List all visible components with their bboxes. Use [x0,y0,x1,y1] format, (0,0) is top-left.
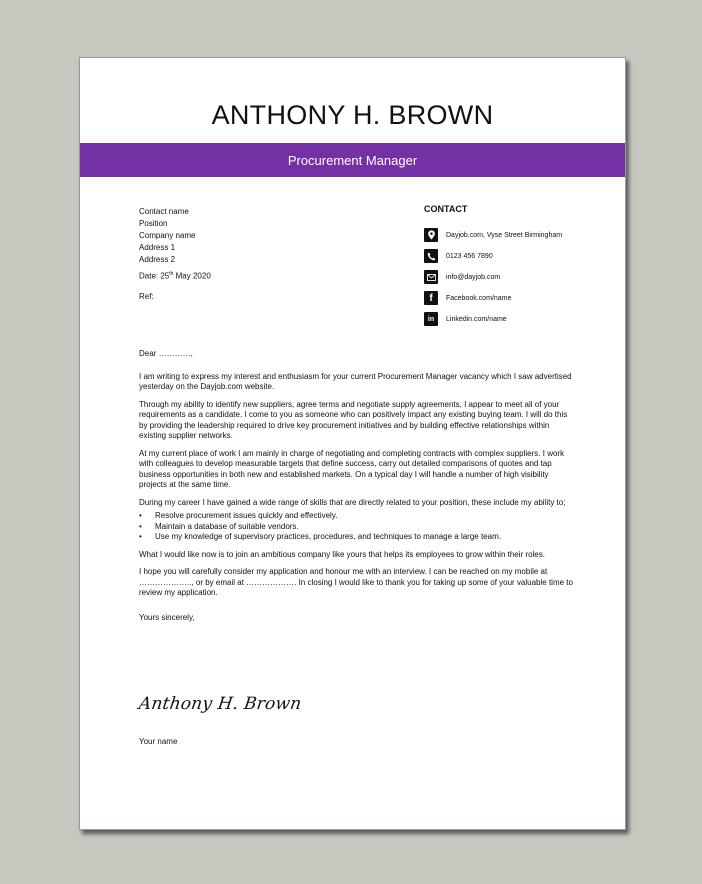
recipient-address-2: Address 2 [139,255,176,264]
paragraph-2: Through my ability to identify new suppliers, agree terms and negotiate supply agreements, I appear to meet all of your requirements as a candidate. I come to you as someone who can positively impact any existing buying team. I will do this by providing the leadership required to drive key procurement initiatives and by building effective relationships within existing supplier networks. [139,399,568,440]
your-name: Your name [139,737,178,746]
recipient-position: Position [139,219,168,228]
list-item: • Resolve procurement issues quickly and effectively. [155,511,573,522]
letter-ref: Ref: [139,292,154,301]
list-item: • Maintain a database of suitable vendors. [155,522,573,533]
contact-linkedin [424,312,507,326]
paragraph-1: I am writing to express my interest and enthusiasm for your current Procurement Manager vacancy which I saw advertised yesterday on the Dayjob.com website. [139,371,572,391]
job-title-banner [80,143,625,177]
recipient-company: Company name [139,231,196,240]
contact-phone [424,249,493,263]
contact-phone-text: 0123 456 7890 [446,252,493,260]
closing: Yours sincerely, [139,612,195,622]
email-icon [424,270,438,284]
recipient-address [139,206,195,266]
contact-email [424,270,500,284]
signature: Anthony H. Brown [137,694,303,714]
job-title: Procurement Manager [287,152,418,168]
location-icon [424,228,438,242]
paragraph-6: I hope you will carefully consider my application and honour me with an interview. I can be reached on my mobile at ……………….., or by email at ………………. In closing I would like to thank you for taking up some of your valuable time to review my application. [139,567,573,597]
phone-icon [424,249,438,263]
applicant-name: ANTHONY H. BROWN [211,100,494,130]
date-suffix: th [169,271,174,277]
contact-heading: CONTACT [424,204,468,214]
contact-address [424,228,562,242]
skills-list [139,511,573,543]
recipient-contact-name: Contact name [139,207,189,216]
recipient-address-1: Address 1 [139,243,176,252]
date-rest: May 2020 [173,271,211,281]
letter-date [139,271,211,281]
paragraph-5: What I would like now is to join an ambitious company like yours that helps its employees to grow within their roles. [139,549,545,559]
contact-facebook-text: Facebook.com/name [446,294,512,302]
cover-letter-page [79,57,626,830]
facebook-icon: f [424,291,438,305]
paragraph-3: At my current place of work I am mainly in charge of negotiating and completing contracts with complex suppliers. I work with colleagues to develop measurable targets that define success, carry out detailed comparisons of quotes and tap business opportunities in both new and established markets. On a typical day I will handle a number of high visibility projects at the same time. [139,448,565,489]
paragraph-4: During my career I have gained a wide range of skills that are directly related to your position, these include my ability to; [139,497,566,507]
linkedin-icon: in [424,312,438,326]
date-prefix: Date: 25 [139,271,170,281]
contact-facebook [424,291,511,305]
contact-address-text: Dayjob.com, Vyse Street Birmingham [446,231,563,239]
salutation: Dear …………, [139,349,193,358]
contact-linkedin-text: Linkedin.com/name [446,315,507,323]
list-item: • Use my knowledge of supervisory practices, procedures, and techniques to manage a large team. [155,532,573,543]
letter-body [139,349,573,630]
contact-email-text: info@dayjob.com [446,273,501,281]
